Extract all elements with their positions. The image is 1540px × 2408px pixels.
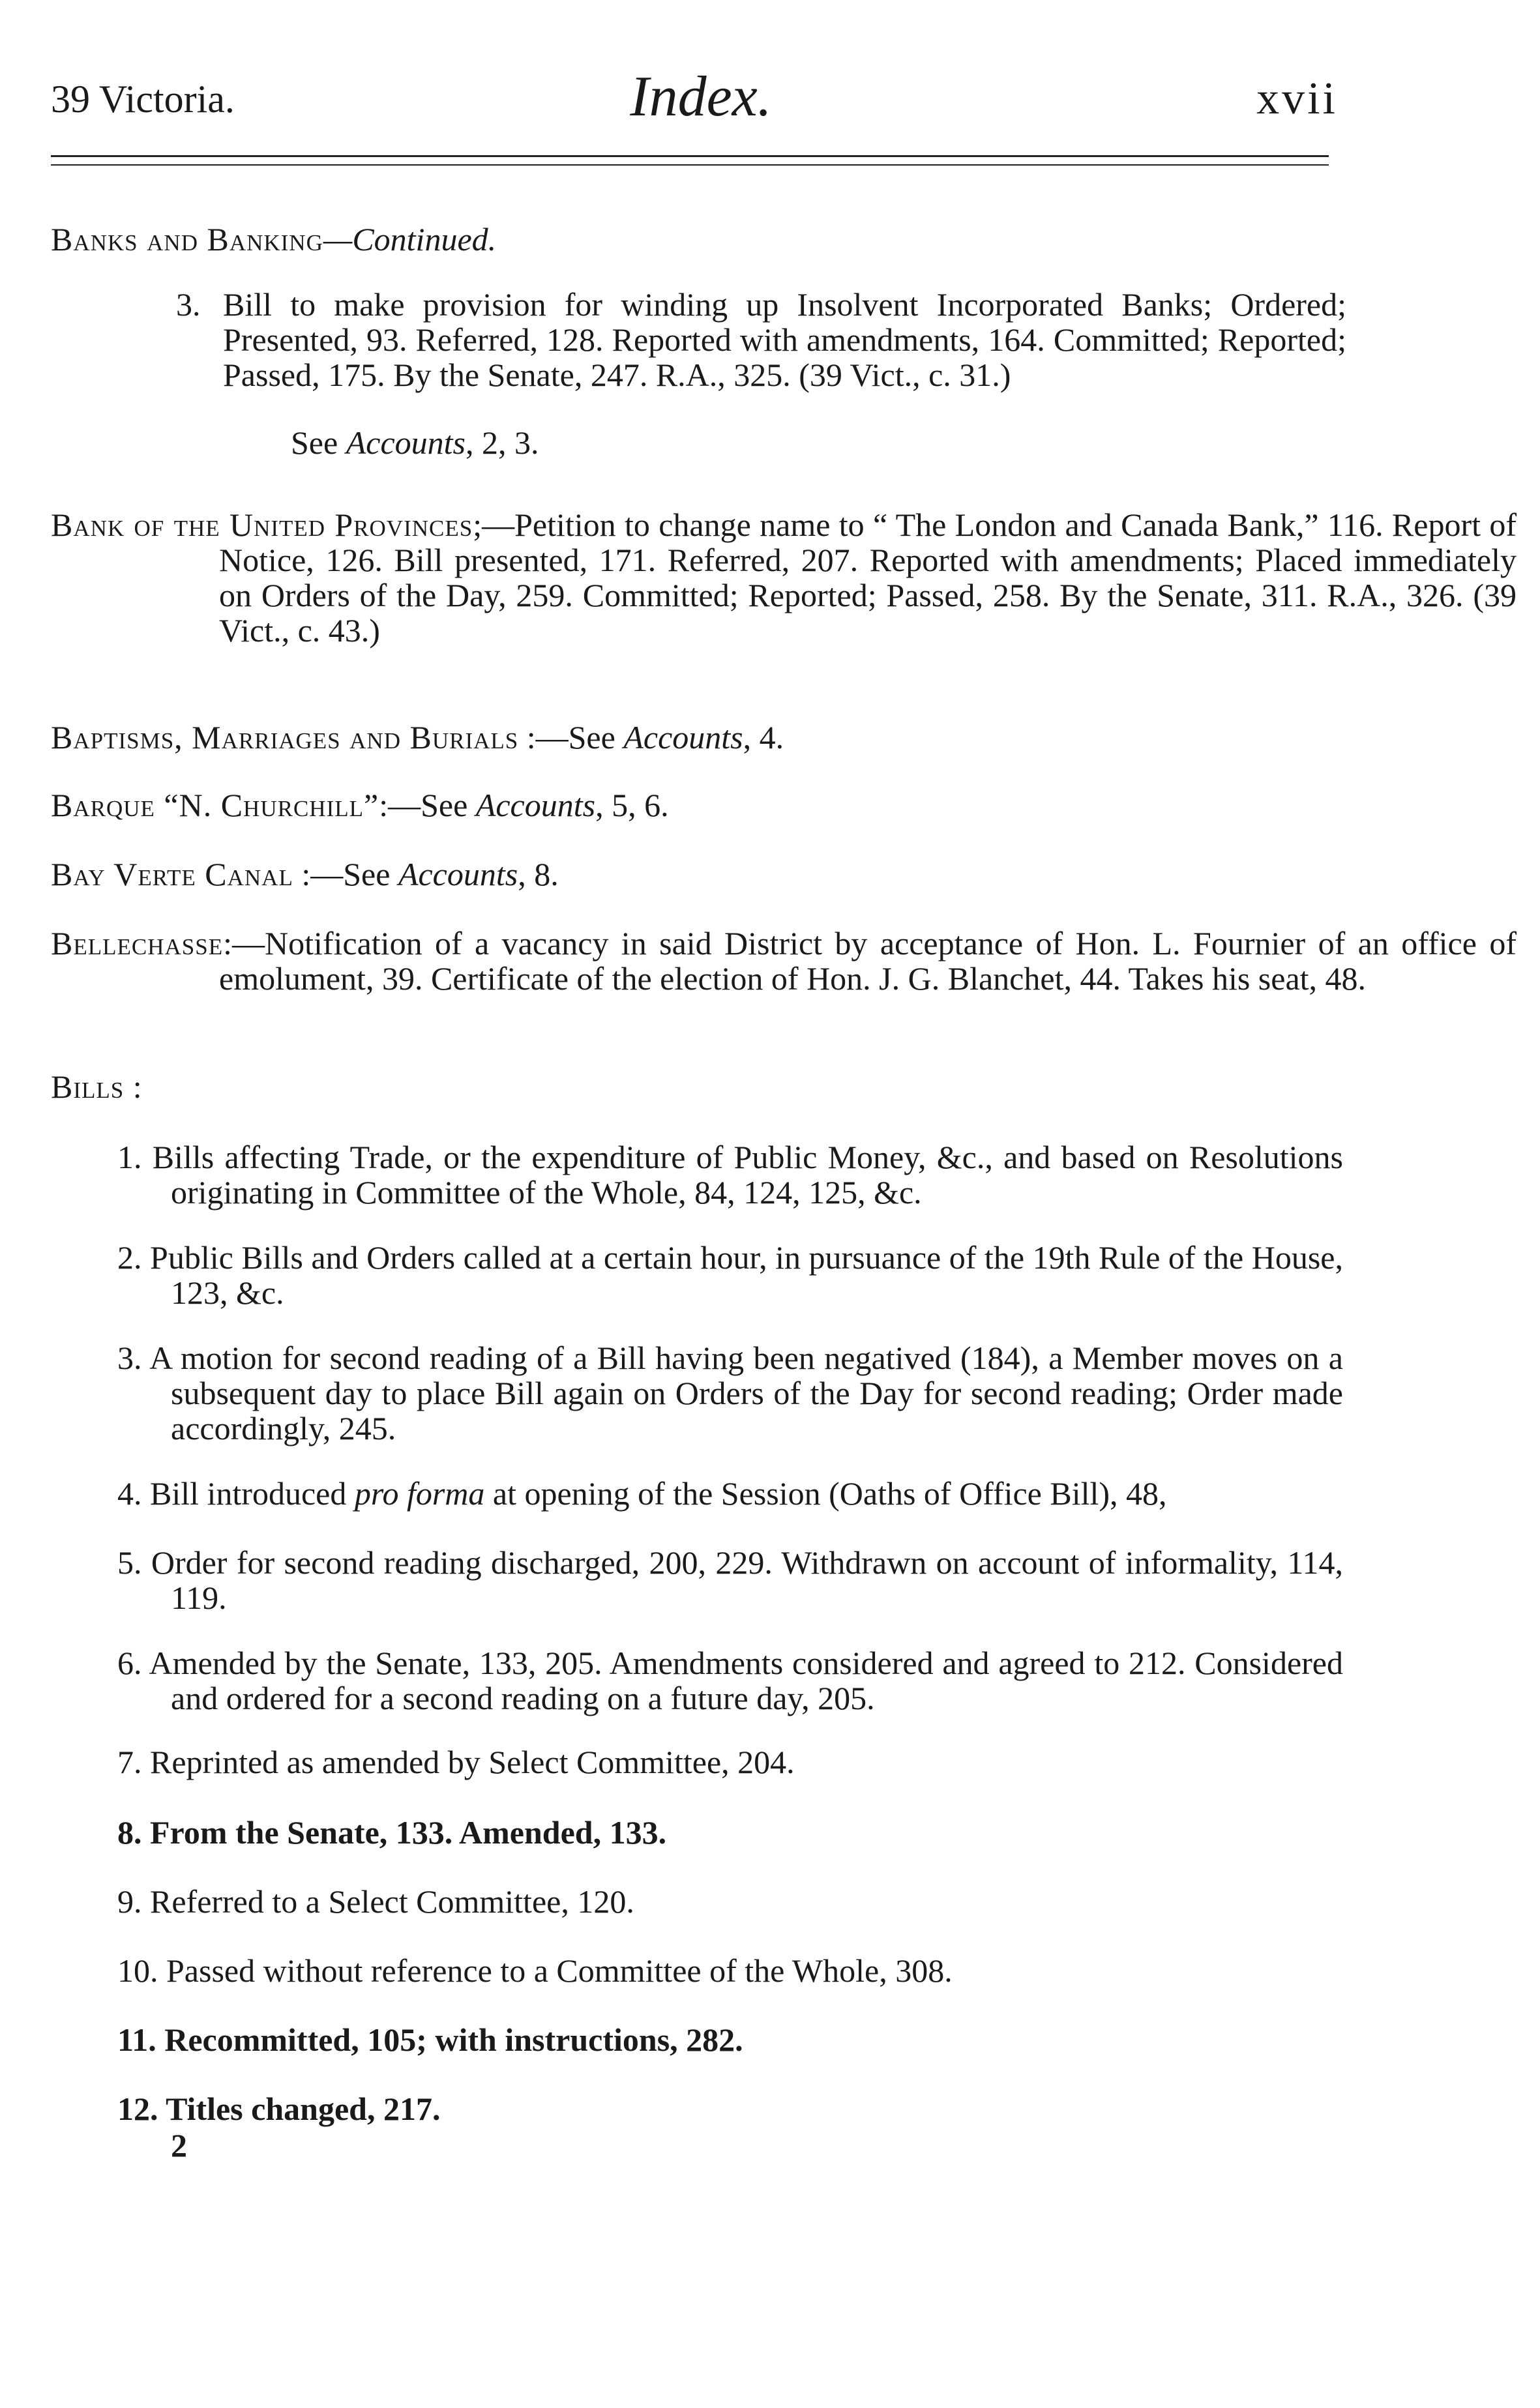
entry-text: :—See — [293, 856, 398, 892]
bills-item — [117, 1240, 1343, 1310]
item-number: 8. — [117, 1814, 142, 1851]
item-number: 1. — [117, 1139, 142, 1175]
bills-item — [117, 1340, 1343, 1446]
see-suffix: , 5, 6. — [595, 787, 669, 823]
see-suffix: , 4. — [743, 719, 784, 756]
bills-item — [117, 2091, 1343, 2126]
item-number: 2. — [117, 1239, 142, 1276]
item-text: From the Senate, 133. Amended, 133. — [150, 1814, 667, 1851]
item-text: Referred to a Select Committee, 120. — [150, 1883, 634, 1920]
item-text: Bill introduced — [150, 1475, 355, 1512]
item-number: 3. — [117, 1340, 142, 1376]
bills-item — [117, 1476, 1343, 1511]
item-number: 3. — [176, 286, 201, 323]
entry-text: :—See — [518, 719, 624, 756]
item-number: 7. — [117, 1744, 142, 1780]
item-number: 11. — [117, 2021, 156, 2058]
entry-barque — [51, 787, 1348, 823]
entry-bank-united-provinces — [51, 507, 1517, 648]
entry-title: Bank of the United Provinces — [51, 507, 473, 543]
item-number: 6. — [117, 1645, 142, 1681]
entry-title: Baptisms, Marriages and Burials — [51, 719, 519, 756]
see-reference: Accounts — [475, 787, 596, 823]
item-text: A motion for second reading of a Bill having been negatived (184), a Member moves on a subsequent day to place Bill again on Orders of the Day for second reading; Order made accordingly, 245. — [149, 1340, 1343, 1446]
entry-baptisms — [51, 720, 1348, 755]
entry-bellechasse — [51, 926, 1517, 996]
page-number: xvii — [1256, 74, 1338, 124]
entry-bay-verte-canal — [51, 857, 1348, 892]
entry-title: Barque “N. Churchill” — [51, 787, 379, 823]
item-text: Amended by the Senate, 133, 205. Amendments considered and agreed to 212. Considered and ordered for a second reading on a future day, 205. — [149, 1645, 1343, 1716]
entry-text: ;—Petition to change name to “ The London and Canada Bank,” 116. Report of Notice, 126. Bill presented, 171. Referred, 207. Reported with amendments; Placed immediately on Orders of the Day, 259. Committed; Reported; Passed, 258. By the Senate, 311. R.A., 326. (39 Vict., c. 43.) — [219, 507, 1517, 649]
item-number: 5. — [117, 1544, 142, 1581]
banks-item-3 — [176, 287, 1346, 392]
bills-item — [117, 2022, 1343, 2057]
see-prefix: See — [291, 424, 346, 461]
see-suffix: , 2, 3. — [465, 424, 539, 461]
item-text: Recommitted, 105; with instructions, 282. — [164, 2021, 743, 2058]
entry-text: :—Notification of a vacancy in said District by acceptance of Hon. L. Fournier of an office of emolument, 39. Certificate of the election of Hon. J. G. Blanchet, 44. Takes his seat, 48. — [219, 925, 1517, 997]
see-reference: Accounts — [398, 856, 518, 892]
entry-title: Bay Verte Canal — [51, 856, 293, 892]
item-text: Reprinted as amended by Select Committee, 204. — [150, 1744, 795, 1780]
bills-item — [117, 1139, 1343, 1210]
see-suffix: , 8. — [518, 856, 559, 892]
item-italic-text: pro forma — [354, 1475, 485, 1512]
item-number: 4. — [117, 1475, 142, 1512]
item-number: 10. — [117, 1952, 158, 1989]
item-text: Bill to make provision for winding up Insolvent Incorporated Banks; Ordered; Presented, 93. Referred, 128. Reported with amendments, 164. Committed; Reported; Passed, 175. By the Senate, 247. R.A., 325. (39 Vict., c. 31.) — [223, 286, 1346, 393]
entry-text: :—See — [379, 787, 476, 823]
item-text: Passed without reference to a Committee of the Whole, 308. — [166, 1952, 953, 1989]
bills-item — [117, 1953, 1343, 1988]
item-text: Titles changed, 217. — [166, 2091, 441, 2127]
bills-item — [117, 1545, 1343, 1615]
item-text-after: at opening of the Session (Oaths of Office Bill), 48, — [484, 1475, 1167, 1512]
page-title: Index. — [630, 65, 772, 128]
bills-item — [117, 1645, 1343, 1716]
item-text: Bills affecting Trade, or the expenditure of Public Money, &c., and based on Resolutions originating in Committee of the Whole, 84, 124, 125, &c. — [152, 1139, 1343, 1211]
item-number: 12. — [117, 2091, 158, 2127]
entry-bills-heading: Bills : — [51, 1068, 143, 1105]
continued-label: —Continued. — [323, 221, 497, 257]
bills-item — [117, 1884, 1343, 1919]
entry-banks-heading — [51, 222, 1348, 257]
header-rule-thick — [51, 155, 1329, 157]
item-number: 9. — [117, 1883, 142, 1920]
bills-item — [117, 1815, 1343, 1850]
header-volume: 39 Victoria. — [51, 78, 235, 121]
see-reference: Accounts — [623, 719, 743, 756]
bills-item — [117, 1744, 1343, 1780]
banks-see-also — [291, 424, 539, 462]
see-reference: Accounts — [346, 424, 466, 461]
item-text: Order for second reading discharged, 200, 229. Withdrawn on account of informality, 114, 119. — [151, 1544, 1343, 1616]
entry-title: Bellechasse — [51, 925, 224, 962]
item-text: Public Bills and Orders called at a certain hour, in pursuance of the 19th Rule of the House, 123, &c. — [150, 1239, 1343, 1311]
entry-title: Banks and Banking — [51, 221, 323, 257]
header-rule-thin — [51, 164, 1329, 166]
signature-mark: 2 — [171, 2127, 187, 2164]
